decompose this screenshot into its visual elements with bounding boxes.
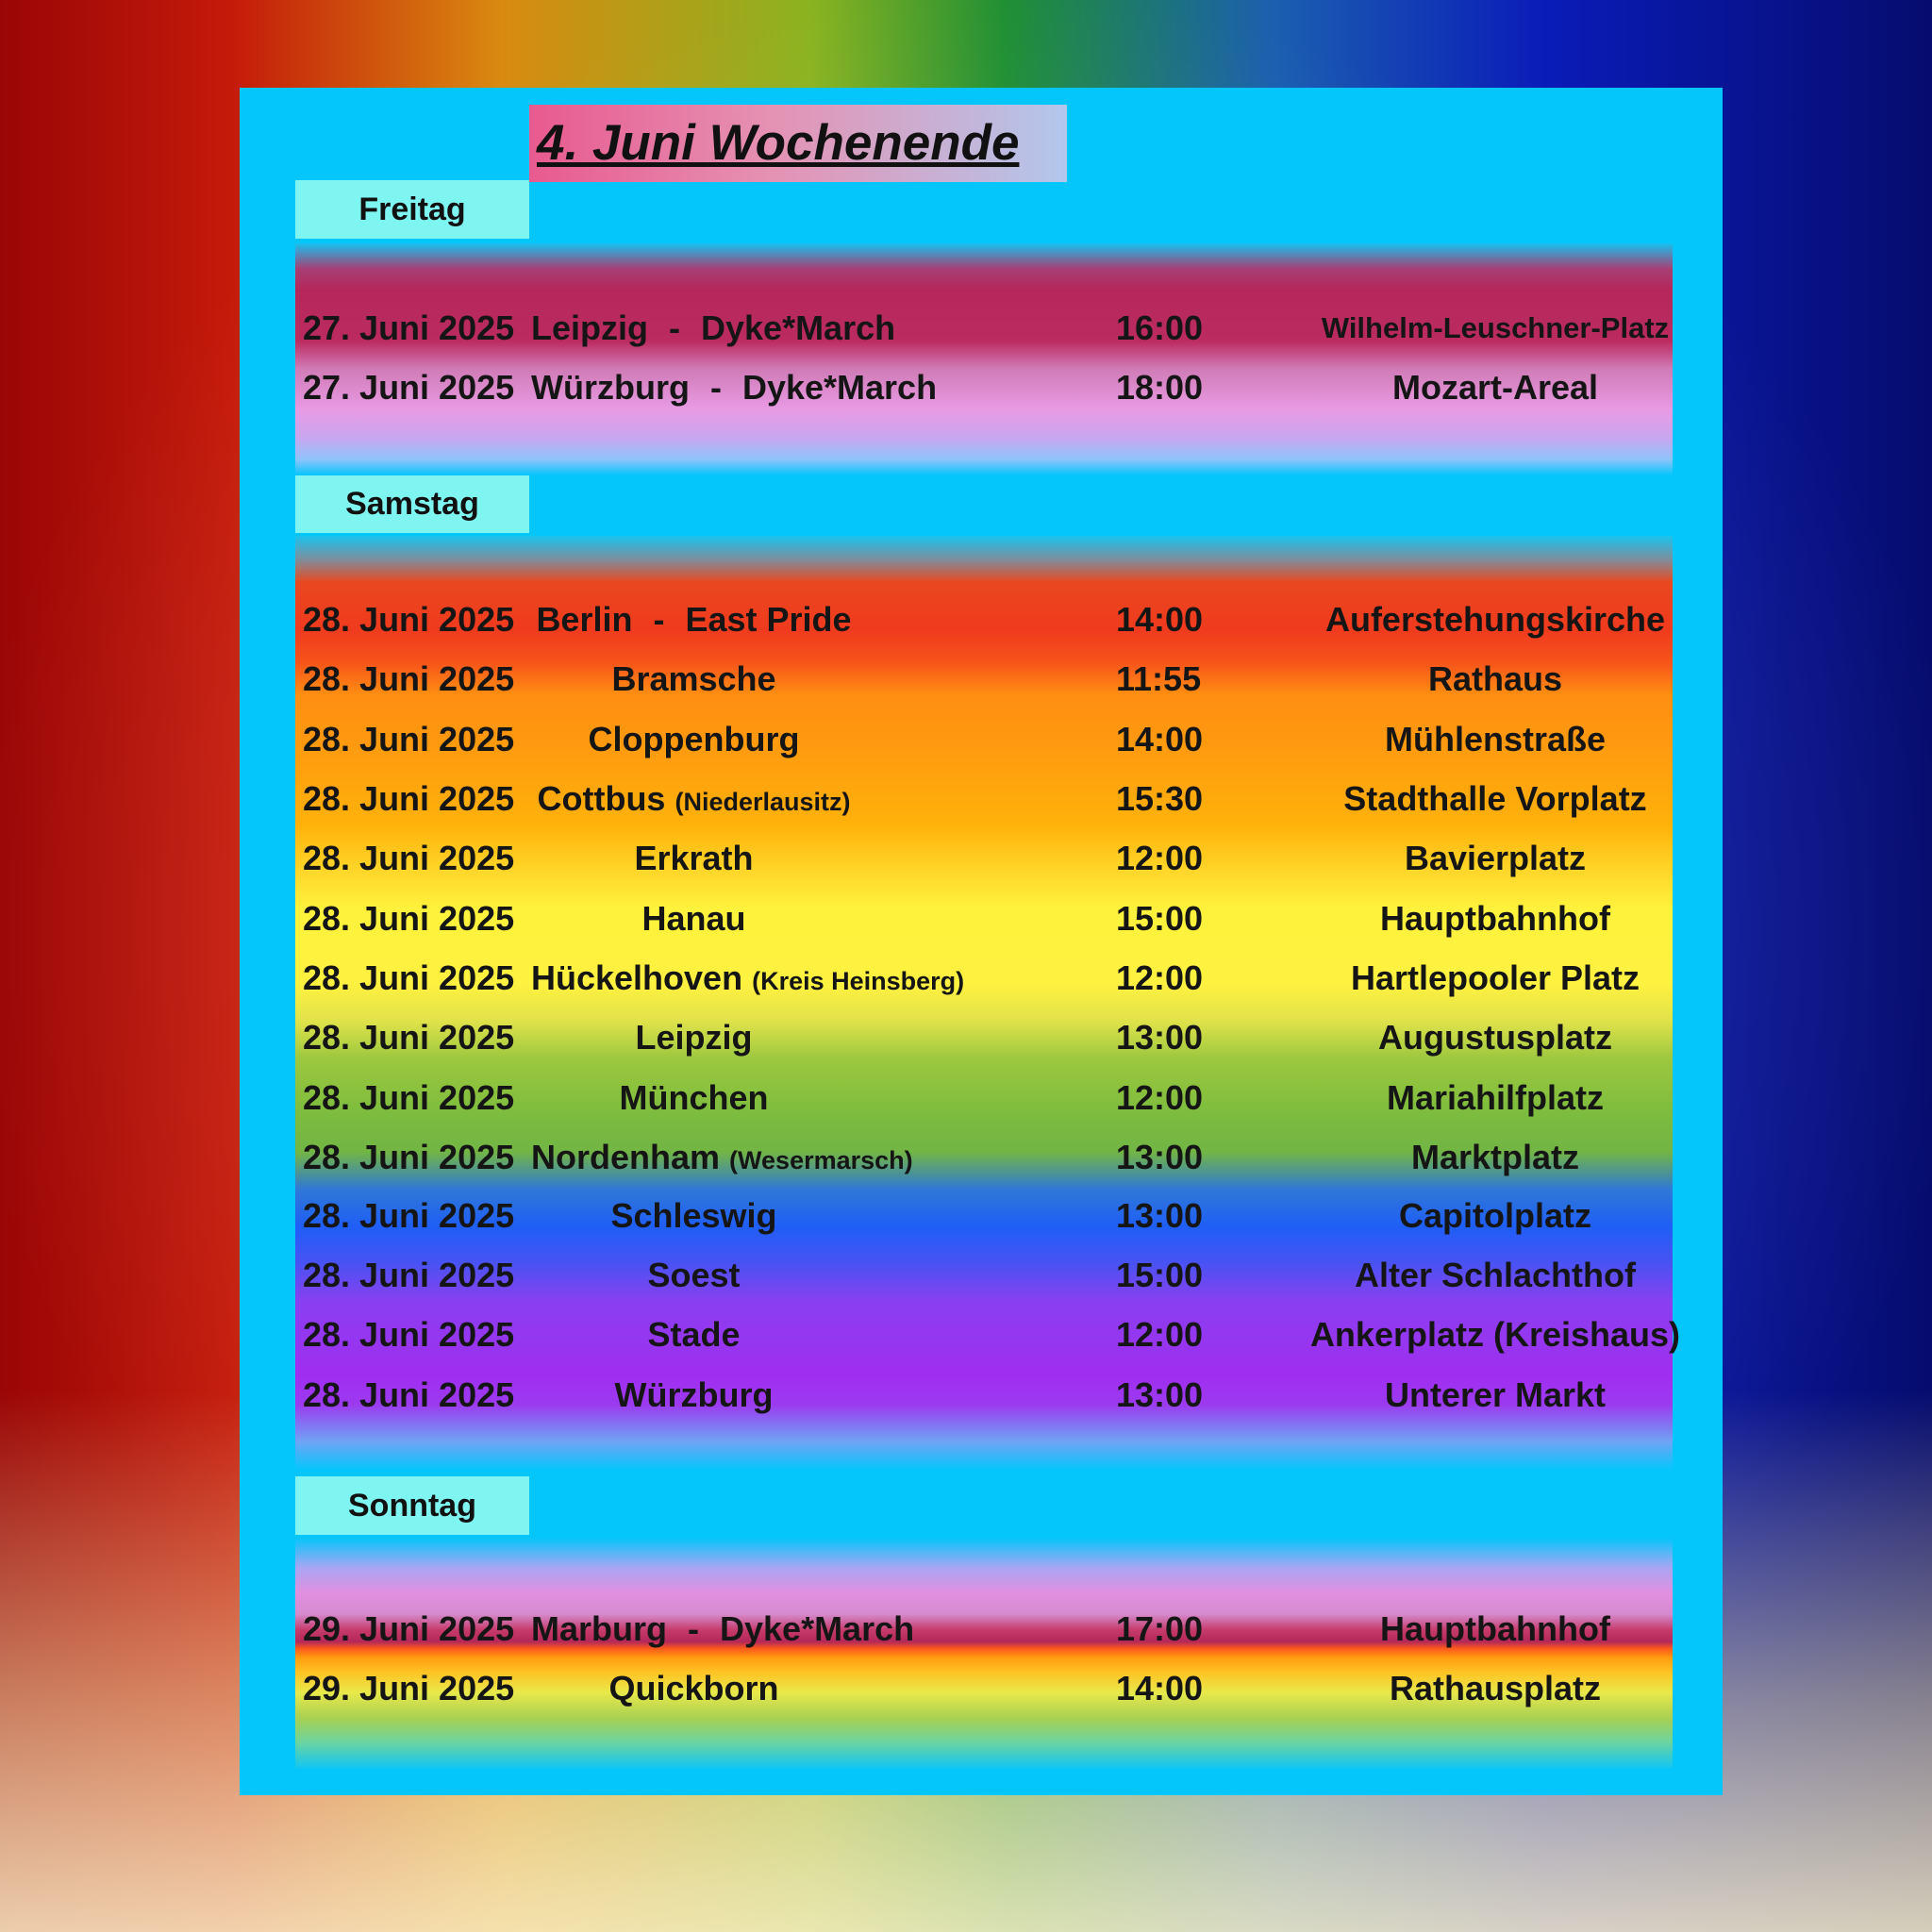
event-date: 28. Juni 2025 — [303, 839, 515, 877]
event-place: Wilhelm-Leuschner-Platz — [1321, 311, 1670, 344]
event-place: Alter Schlachthof — [1354, 1256, 1637, 1294]
event-city: Bramsche — [611, 659, 776, 698]
event-place: Augustusplatz — [1378, 1018, 1612, 1057]
event-row — [295, 1070, 1673, 1126]
event-city: Hückelhoven (Kreis Heinsberg) — [531, 958, 965, 997]
event-row — [295, 950, 1673, 1007]
event-date: 29. Juni 2025 — [303, 1669, 515, 1707]
event-date: 28. Juni 2025 — [303, 1375, 515, 1414]
event-time: 14:00 — [1116, 600, 1204, 639]
event-date: 28. Juni 2025 — [303, 600, 515, 639]
event-date: 28. Juni 2025 — [303, 779, 515, 818]
event-place: Hauptbahnhof — [1380, 1609, 1610, 1648]
event-city: Würzburg — [614, 1375, 774, 1414]
event-time: 15:30 — [1116, 779, 1204, 818]
page-title: 4. Juni Wochenende — [529, 105, 1067, 182]
event-place: Rathaus — [1427, 659, 1563, 698]
event-row — [295, 1129, 1673, 1186]
event-place: Stadthalle Vorplatz — [1343, 779, 1647, 818]
event-place: Marktplatz — [1410, 1138, 1580, 1176]
event-date: 28. Juni 2025 — [303, 1315, 515, 1354]
event-row — [295, 1188, 1673, 1244]
event-place: Hauptbahnhof — [1380, 899, 1610, 938]
event-city: München — [619, 1078, 769, 1117]
event-date: 28. Juni 2025 — [303, 1018, 515, 1057]
event-city: Leipzig — [635, 1018, 753, 1057]
event-date: 28. Juni 2025 — [303, 1138, 515, 1176]
event-row — [295, 1601, 1673, 1657]
event-time: 13:00 — [1116, 1196, 1204, 1235]
event-row — [295, 1367, 1673, 1424]
event-city: Cottbus (Niederlausitz) — [537, 779, 851, 818]
event-date: 27. Juni 2025 — [303, 368, 515, 407]
event-time: 11:55 — [1116, 659, 1202, 698]
event-city: Nordenham (Wesermarsch) — [531, 1138, 913, 1176]
event-city: Schleswig — [610, 1196, 777, 1235]
event-city: Marburg - Dyke*March — [531, 1609, 915, 1648]
event-row — [295, 1009, 1673, 1066]
event-city: Berlin - East Pride — [536, 600, 852, 639]
event-place: Mozart-Areal — [1391, 368, 1599, 407]
event-date: 29. Juni 2025 — [303, 1609, 515, 1648]
event-date: 28. Juni 2025 — [303, 899, 515, 938]
event-row — [295, 1307, 1681, 1363]
event-place: Ankerplatz (Kreishaus) — [1309, 1315, 1681, 1354]
event-city: Leipzig - Dyke*March — [531, 308, 896, 347]
event-time: 15:00 — [1116, 899, 1204, 938]
event-city: Soest — [647, 1256, 741, 1294]
event-row — [295, 1247, 1673, 1304]
event-row — [295, 651, 1673, 708]
event-time: 13:00 — [1116, 1375, 1204, 1414]
event-city: Hanau — [641, 899, 746, 938]
event-place: Mariahilfplatz — [1386, 1078, 1605, 1117]
event-date: 28. Juni 2025 — [303, 1196, 515, 1235]
event-place: Rathausplatz — [1389, 1669, 1602, 1707]
event-row — [295, 1660, 1673, 1717]
day-label-samstag: Samstag — [295, 475, 529, 533]
event-time: 12:00 — [1116, 839, 1204, 877]
event-time: 14:00 — [1116, 1669, 1204, 1707]
event-date: 28. Juni 2025 — [303, 720, 515, 758]
event-place: Hartlepooler Platz — [1350, 958, 1641, 997]
event-city: Erkrath — [634, 839, 754, 877]
event-place: Unterer Markt — [1384, 1375, 1607, 1414]
day-label-freitag: Freitag — [295, 180, 529, 239]
event-row — [295, 300, 1673, 357]
event-date: 28. Juni 2025 — [303, 958, 515, 997]
event-time: 13:00 — [1116, 1018, 1204, 1057]
event-place: Auferstehungskirche — [1324, 600, 1666, 639]
event-row — [295, 359, 1673, 416]
event-city: Cloppenburg — [588, 720, 800, 758]
event-time: 18:00 — [1116, 368, 1204, 407]
event-row — [295, 711, 1673, 768]
event-date: 28. Juni 2025 — [303, 659, 515, 698]
event-time: 17:00 — [1116, 1609, 1204, 1648]
event-time: 13:00 — [1116, 1138, 1204, 1176]
event-row — [295, 830, 1673, 887]
event-place: Capitolplatz — [1399, 1196, 1591, 1235]
event-place: Bavierplatz — [1404, 839, 1587, 877]
event-city: Stade — [647, 1315, 741, 1354]
event-row — [295, 591, 1673, 648]
event-time: 14:00 — [1116, 720, 1204, 758]
event-date: 28. Juni 2025 — [303, 1256, 515, 1294]
event-time: 12:00 — [1116, 1315, 1204, 1354]
event-city: Quickborn — [608, 1669, 779, 1707]
event-city: Würzburg - Dyke*March — [531, 368, 938, 407]
event-row — [295, 891, 1673, 947]
event-date: 28. Juni 2025 — [303, 1078, 515, 1117]
event-time: 15:00 — [1116, 1256, 1204, 1294]
event-time: 12:00 — [1116, 1078, 1204, 1117]
event-date: 27. Juni 2025 — [303, 308, 515, 347]
event-time: 16:00 — [1116, 308, 1204, 347]
day-label-sonntag: Sonntag — [295, 1476, 529, 1535]
event-time: 12:00 — [1116, 958, 1204, 997]
event-place: Mühlenstraße — [1384, 720, 1607, 758]
event-row — [295, 771, 1673, 827]
